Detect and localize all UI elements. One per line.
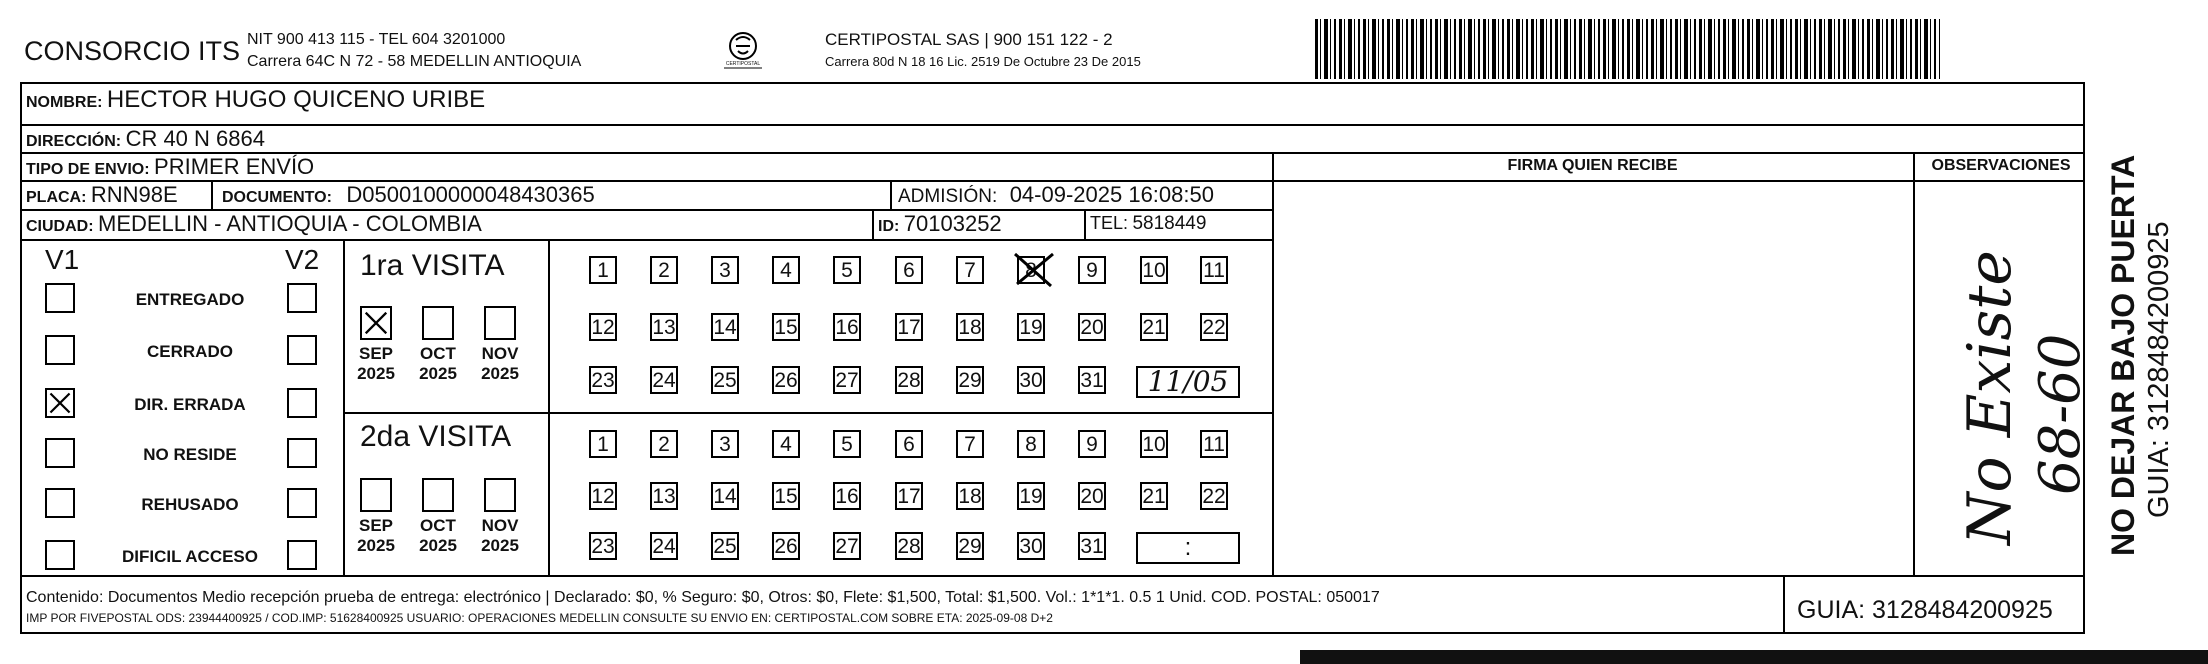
visit2-day-9[interactable]: 9 xyxy=(1078,430,1106,458)
field-documento xyxy=(222,182,595,208)
tel-label: TEL: xyxy=(1090,213,1129,233)
field-placa xyxy=(26,182,178,208)
visit1-month-checkbox-1[interactable] xyxy=(360,306,392,340)
visit2-month-label-2: OCT 2025 xyxy=(419,516,457,555)
visit2-day-29[interactable]: 29 xyxy=(956,532,984,560)
visit1-day-17[interactable]: 17 xyxy=(895,313,923,341)
handwritten-note-2: 68-60 xyxy=(2028,333,2093,495)
visit2-day-18[interactable]: 18 xyxy=(956,482,984,510)
visit1-day-4[interactable]: 4 xyxy=(772,256,800,284)
company-name: CONSORCIO ITS xyxy=(24,36,241,66)
ciudad-value: MEDELLIN - ANTIOQUIA - COLOMBIA xyxy=(98,211,482,236)
visit2-day-8[interactable]: 8 xyxy=(1017,430,1045,458)
visit2-day-22[interactable]: 22 xyxy=(1200,482,1228,510)
visit1-day-30[interactable]: 30 xyxy=(1017,366,1045,394)
v2-checkbox-4[interactable] xyxy=(287,438,317,468)
visit2-day-3[interactable]: 3 xyxy=(711,430,739,458)
visit1-day-7[interactable]: 7 xyxy=(956,256,984,284)
company-address: Carrera 64C N 72 - 58 MEDELLIN ANTIOQUIA xyxy=(247,53,582,70)
visit2-day-12[interactable]: 12 xyxy=(589,482,617,510)
status-label-1: ENTREGADO xyxy=(135,290,245,309)
visit1-day-31[interactable]: 31 xyxy=(1078,366,1106,394)
visit2-day-7[interactable]: 7 xyxy=(956,430,984,458)
field-ciudad xyxy=(26,211,482,237)
visit1-time-field[interactable]: 11/05 xyxy=(1136,366,1240,398)
certipostal-logo-text: CERTIPOSTAL xyxy=(725,61,761,67)
visit1-day-16[interactable]: 16 xyxy=(833,313,861,341)
documento-label: DOCUMENTO: xyxy=(222,189,332,206)
field-tipo-envio xyxy=(26,154,314,180)
v1-checkbox-4[interactable] xyxy=(45,438,75,468)
v1-checkbox-1[interactable] xyxy=(45,283,75,313)
tipo-envio-label: TIPO DE ENVIO: xyxy=(26,161,150,178)
ciudad-label: CIUDAD: xyxy=(26,218,94,235)
visit2-month-label-1: SEP 2025 xyxy=(357,516,395,555)
v2-checkbox-3[interactable] xyxy=(287,388,317,418)
visit1-day-12[interactable]: 12 xyxy=(589,313,617,341)
side-warning: NO DEJAR BAJO PUERTA xyxy=(2105,154,2141,556)
visit1-day-11[interactable]: 11 xyxy=(1200,256,1228,284)
visit2-day-23[interactable]: 23 xyxy=(589,532,617,560)
nombre-value: HECTOR HUGO QUICENO URIBE xyxy=(106,86,486,113)
nombre-label: NOMBRE: xyxy=(26,94,103,111)
barcode xyxy=(1315,19,1940,79)
visit1-day-15[interactable]: 15 xyxy=(772,313,800,341)
visit1-month-label-1: SEP 2025 xyxy=(357,344,395,383)
visit2-day-6[interactable]: 6 xyxy=(895,430,923,458)
direccion-value: CR 40 N 6864 xyxy=(125,126,265,151)
visit1-day-2[interactable]: 2 xyxy=(650,256,678,284)
visit2-day-5[interactable]: 5 xyxy=(833,430,861,458)
v2-checkbox-5[interactable] xyxy=(287,488,317,518)
visit1-month-label-2: OCT 2025 xyxy=(419,344,457,383)
firma-label: FIRMA QUIEN RECIBE xyxy=(1507,157,1678,174)
visit2-day-13[interactable]: 13 xyxy=(650,482,678,510)
crossed-day-text: 8 xyxy=(1025,259,1037,282)
visit2-day-30[interactable]: 30 xyxy=(1017,532,1045,560)
visit1-day-3[interactable]: 3 xyxy=(711,256,739,284)
handwritten-note-1: No Existe xyxy=(1955,250,2025,545)
field-direccion xyxy=(26,126,265,152)
visit1-day-29[interactable]: 29 xyxy=(956,366,984,394)
v2-checkbox-2[interactable] xyxy=(287,335,317,365)
visit2-time-field[interactable]: : xyxy=(1136,532,1240,564)
visit2-day-14[interactable]: 14 xyxy=(711,482,739,510)
certipostal-logo-icon xyxy=(720,30,766,74)
visit1-day-26[interactable]: 26 xyxy=(772,366,800,394)
field-id xyxy=(878,211,1002,237)
visit1-day-27[interactable]: 27 xyxy=(833,366,861,394)
visit1-day-5[interactable]: 5 xyxy=(833,256,861,284)
visit2-title: 2da VISITA xyxy=(360,420,512,453)
visit2-day-20[interactable]: 20 xyxy=(1078,482,1106,510)
id-value: 70103252 xyxy=(903,211,1002,236)
visit2-day-25[interactable]: 25 xyxy=(711,532,739,560)
visit2-day-17[interactable]: 17 xyxy=(895,482,923,510)
v1-checkbox-2[interactable] xyxy=(45,335,75,365)
visit2-day-4[interactable]: 4 xyxy=(772,430,800,458)
visit1-day-22[interactable]: 22 xyxy=(1200,313,1228,341)
field-admision xyxy=(898,182,1214,208)
status-label-4: NO RESIDE xyxy=(143,445,237,464)
certipostal-address: Carrera 80d N 18 16 Lic. 2519 De Octubre 23 De 2015 xyxy=(825,54,1141,69)
visit1-day-28[interactable]: 28 xyxy=(895,366,923,394)
admision-label: ADMISIÓN: xyxy=(898,186,998,207)
visit1-day-19[interactable]: 19 xyxy=(1017,313,1045,341)
id-label: ID: xyxy=(878,218,900,235)
observaciones-label: OBSERVACIONES xyxy=(1931,157,2071,174)
side-guia: GUIA: 3128484200925 xyxy=(2143,221,2175,518)
visit2-day-11[interactable]: 11 xyxy=(1200,430,1228,458)
certipostal-name: CERTIPOSTAL SAS | 900 151 122 - 2 xyxy=(825,30,1113,49)
visit1-day-21[interactable]: 21 xyxy=(1140,313,1168,341)
visit1-day-6[interactable]: 6 xyxy=(895,256,923,284)
visit2-day-28[interactable]: 28 xyxy=(895,532,923,560)
visit1-day-24[interactable]: 24 xyxy=(650,366,678,394)
field-tel xyxy=(1090,213,1206,235)
visit2-day-21[interactable]: 21 xyxy=(1140,482,1168,510)
visit2-day-27[interactable]: 27 xyxy=(833,532,861,560)
v1-checkbox-3[interactable] xyxy=(45,388,75,418)
visit1-day-9[interactable]: 9 xyxy=(1078,256,1106,284)
tel-value: 5818449 xyxy=(1132,213,1207,234)
visit1-month-checkbox-3[interactable] xyxy=(484,306,516,340)
visit2-month-checkbox-1[interactable] xyxy=(360,478,392,512)
status-label-2: CERRADO xyxy=(147,342,233,361)
visit2-day-15[interactable]: 15 xyxy=(772,482,800,510)
placa-label: PLACA: xyxy=(26,189,87,206)
v1-checkbox-6[interactable] xyxy=(45,540,75,570)
visit1-day-20[interactable]: 20 xyxy=(1078,313,1106,341)
bottom-edge xyxy=(1300,650,2208,664)
visit2-month-label-3: NOV 2025 xyxy=(481,516,519,555)
placa-value: RNN98E xyxy=(90,182,178,207)
visit1-month-label-3: NOV 2025 xyxy=(481,344,519,383)
visit1-day-18[interactable]: 18 xyxy=(956,313,984,341)
documento-value: D0500100000048430365 xyxy=(346,182,595,207)
visit1-month-checkbox-2[interactable] xyxy=(422,306,454,340)
visit2-day-24[interactable]: 24 xyxy=(650,532,678,560)
admision-value: 04-09-2025 16:08:50 xyxy=(1009,182,1214,207)
v1-label: V1 xyxy=(45,244,80,275)
status-label-5: REHUSADO xyxy=(141,495,239,514)
company-nit: NIT 900 413 115 - TEL 604 3201000 xyxy=(247,31,506,48)
visit1-day-14[interactable]: 14 xyxy=(711,313,739,341)
visit2-month-checkbox-2[interactable] xyxy=(422,478,454,512)
visit1-day-23[interactable]: 23 xyxy=(589,366,617,394)
visit2-month-checkbox-3[interactable] xyxy=(484,478,516,512)
v2-label: V2 xyxy=(285,244,320,275)
visit1-day-1[interactable]: 1 xyxy=(589,256,617,284)
v2-checkbox-1[interactable] xyxy=(287,283,317,313)
status-label-6: DIFICIL ACCESO xyxy=(121,547,258,566)
visit2-day-2[interactable]: 2 xyxy=(650,430,678,458)
visit1-day-25[interactable]: 25 xyxy=(711,366,739,394)
visit1-day-8[interactable] xyxy=(1017,256,1045,284)
visit1-day-10[interactable]: 10 xyxy=(1140,256,1168,284)
tipo-envio-value: PRIMER ENVÍO xyxy=(154,154,315,179)
field-nombre xyxy=(26,86,485,114)
visit2-day-1[interactable]: 1 xyxy=(589,430,617,458)
visit2-day-19[interactable]: 19 xyxy=(1017,482,1045,510)
visit2-day-16[interactable]: 16 xyxy=(833,482,861,510)
certipostal-logo xyxy=(720,30,766,74)
visit1-title: 1ra VISITA xyxy=(360,249,505,282)
visit1-day-13[interactable]: 13 xyxy=(650,313,678,341)
visit2-day-31[interactable]: 31 xyxy=(1078,532,1106,560)
visit2-day-10[interactable]: 10 xyxy=(1140,430,1168,458)
visit2-day-26[interactable]: 26 xyxy=(772,532,800,560)
footer-print-info: IMP POR FIVEPOSTAL ODS: 23944400925 / COD.IMP: 51628400925 USUARIO: OPERACIONES MEDELLIN CONSULTE SU ENVIO EN: CERTIPOSTAL.COM SOBRE ETA: 2025-09-08 D+2 xyxy=(26,611,1053,625)
v2-checkbox-6[interactable] xyxy=(287,540,317,570)
status-label-3: DIR. ERRADA xyxy=(134,395,246,414)
footer-content: Contenido: Documentos Medio recepción prueba de entrega: electrónico | Declarado: $0, % Seguro: $0, Otros: $0, Flete: $1,500, Total: $1,500. Vol.: 1*1*1. 0.5 1 Unid. COD. POSTAL: 050017 xyxy=(26,589,1380,606)
direccion-label: DIRECCIÓN: xyxy=(26,133,122,150)
footer-guia: GUIA: 3128484200925 xyxy=(1797,596,2053,624)
v1-checkbox-5[interactable] xyxy=(45,488,75,518)
